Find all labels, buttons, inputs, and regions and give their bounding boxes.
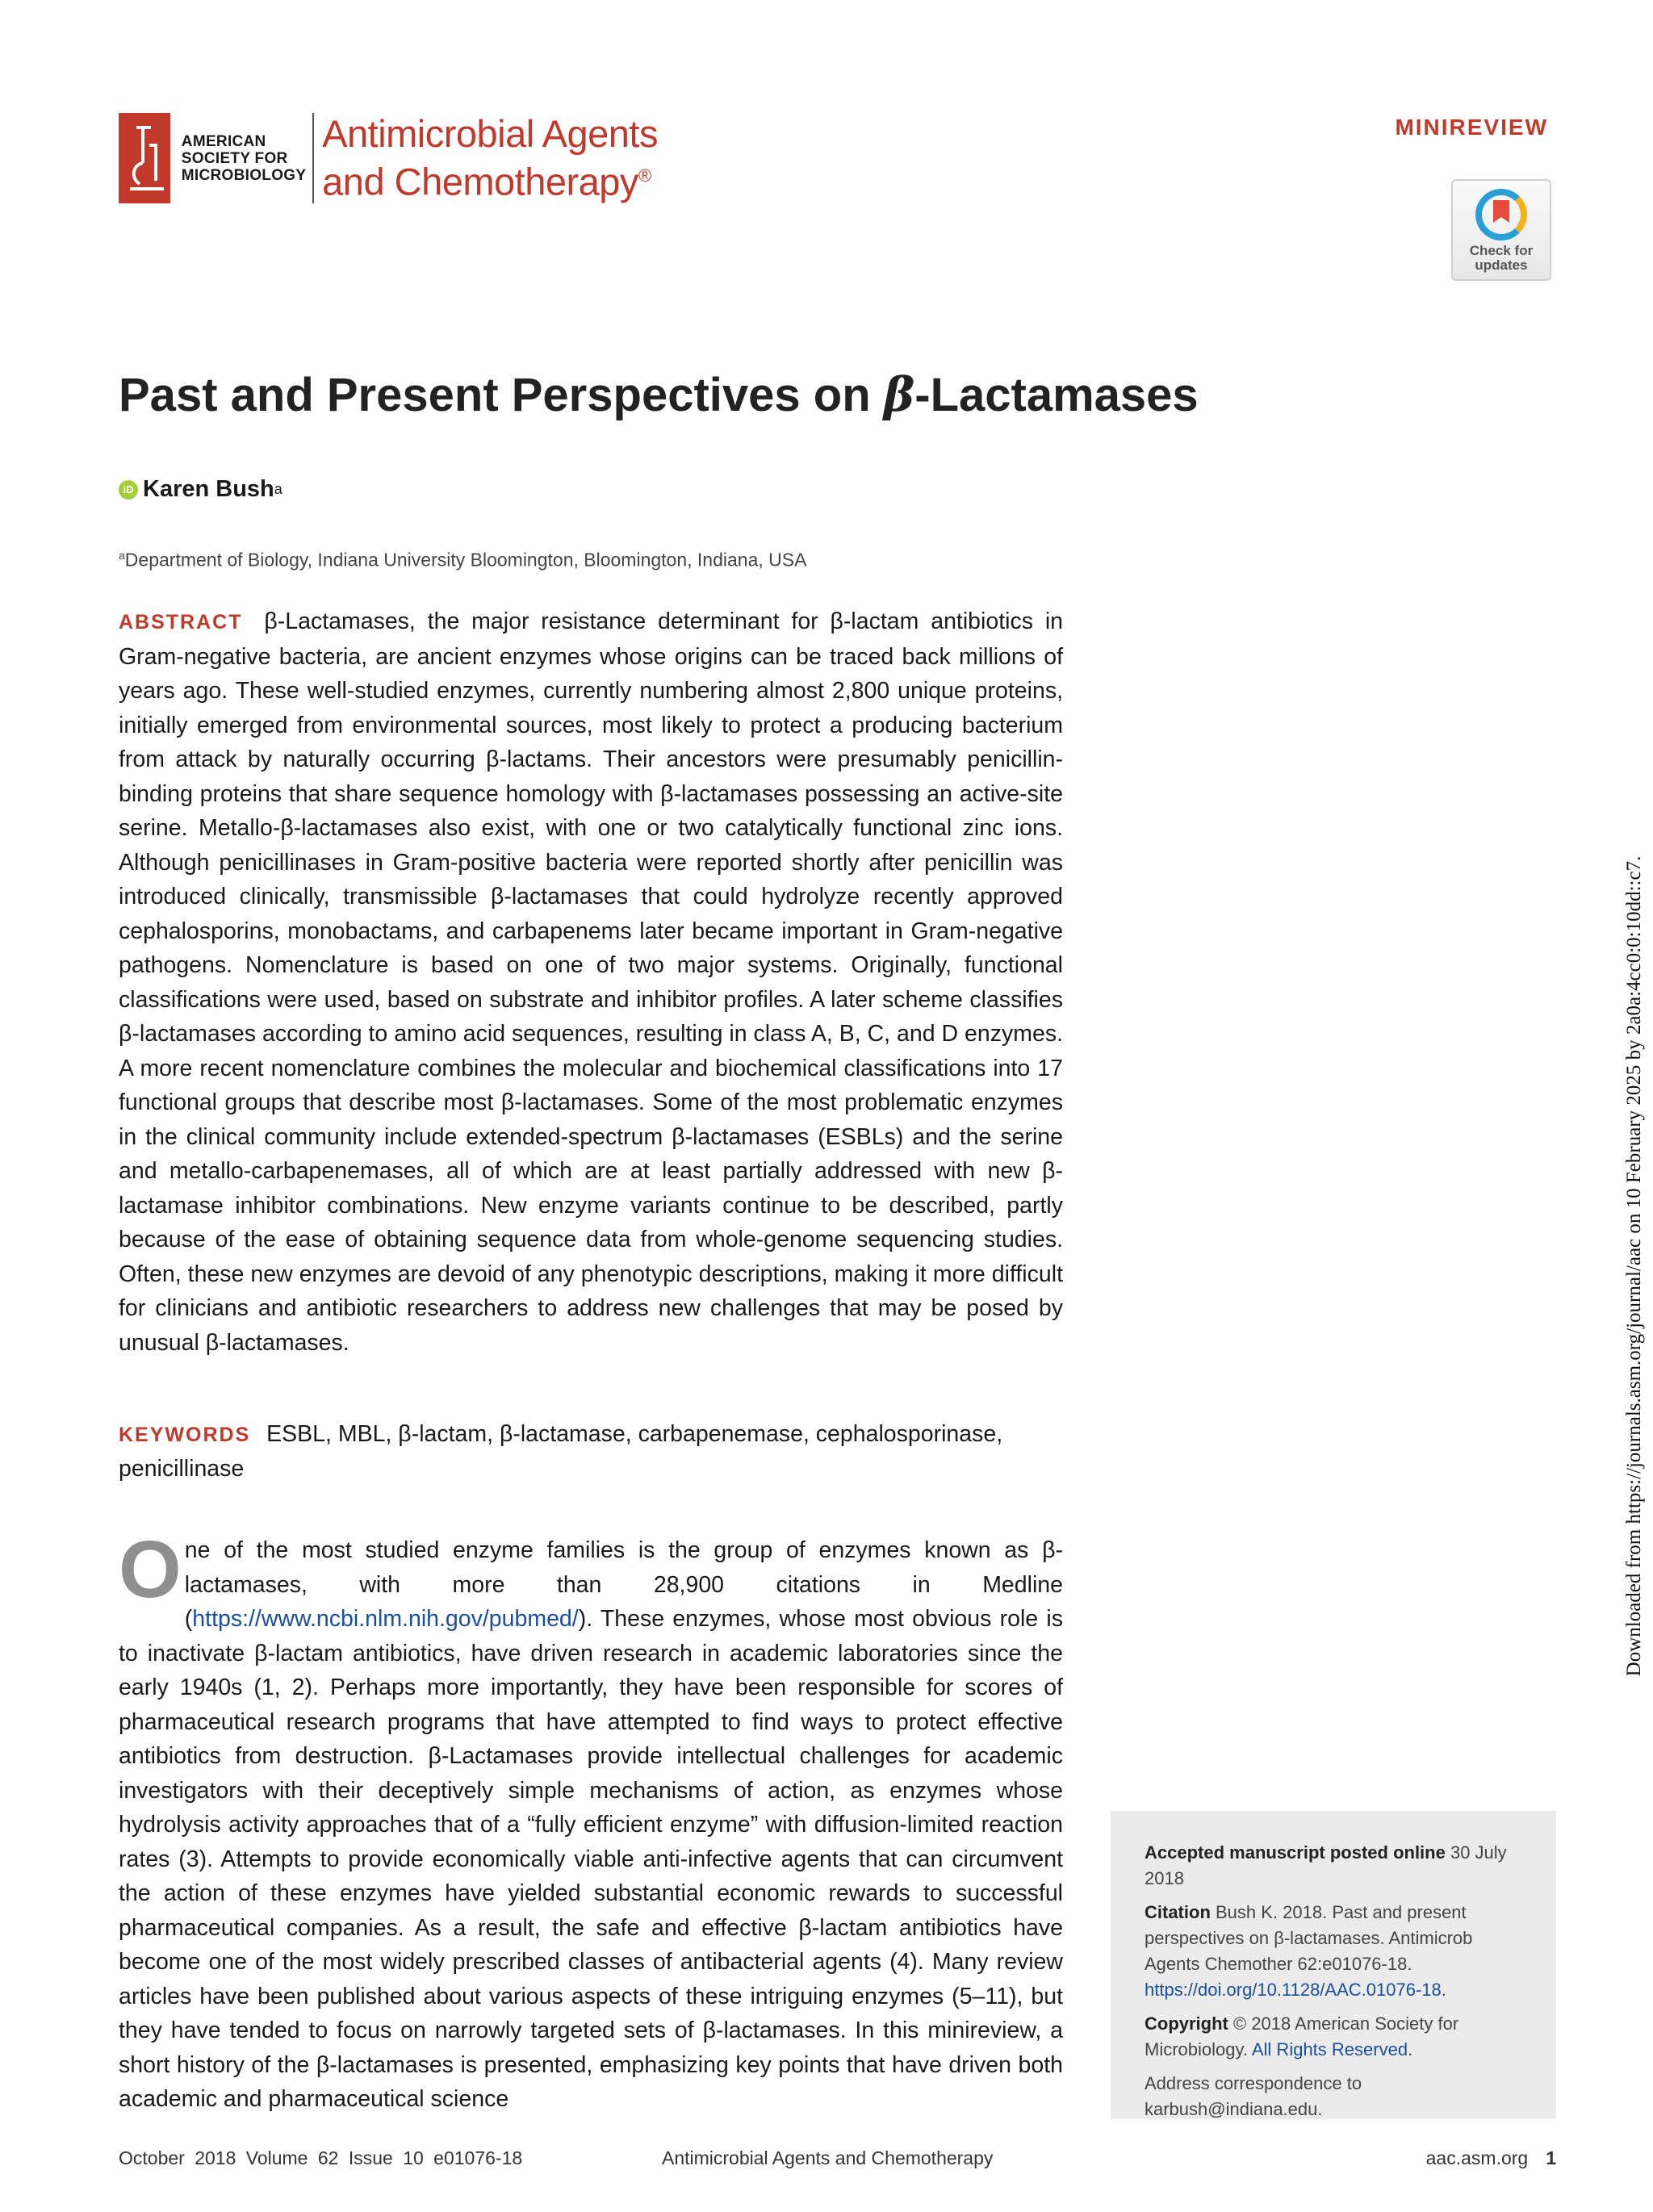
rights-link[interactable]: All Rights Reserved [1251,2039,1408,2059]
footer-site [1426,2147,1556,2169]
body-text: O ne of the most studied enzyme families is the group of enzymes known as β-lactamases, with more than 28,900 citations in Medline (https://www.ncbi.nlm.nih.gov/pubmed/). These enzymes, whose most obvious role is to inactivate β-lactam antibiotics, have driven research in academic laboratories since the early 1940s (1, 2). Perhaps more importantly, they have been responsible for scores of pharmaceutical research programs that have attempted to find ways to protect effective antibiotics from destruction. β-Lactamases provide intellectual challenges for academic investigators with their deceptively simple mechanisms of action, as enzymes whose hydrolysis activity approaches that of a “fully efficient enzyme” with diffusion-limited reaction rates (3). Attempts to provide economically viable anti-infective agents that can circumvent the action of these enzymes have yielded substantial economic rewards to successful pharmaceutical companies. As a result, the safe and effective β-lactam antibiotics have become one of the most widely prescribed classes of antibacterial agents (4). Many review articles have been published about various aspects of these intriguing enzymes (5–11), but they have tended to focus on narrowly targeted sets of β-lactamases. In this minireview, a short history of the β-lactamases is presented, emphasizing key points that have driven both academic and pharmaceutical science [119,1524,1063,2112]
keywords-label: KEYWORDS [119,1424,251,1446]
journal-name: Antimicrobial Agents and Chemotherapy® [322,112,658,203]
article-info-box [1111,1811,1556,2119]
pubmed-link[interactable]: https://www.ncbi.nlm.nih.gov/pubmed/ [192,1606,579,1632]
correspondence-info: Address correspondence to karbush@indiana.edu. [1145,2073,1362,2119]
citation-info: Citation Bush K. 2018. Past and present perspectives on β-lactamases. Antimicrob Agents Chemother 62:e01076-18. https://doi.org/10.1128/AAC.01076-18. [1145,1902,1473,2000]
article-type: MINIREVIEW [1395,115,1548,140]
author-line: iD Karen Bush a [119,476,282,503]
crossmark-icon [1475,189,1527,240]
abstract-label: ABSTRACT [119,611,243,633]
accepted-info: Accepted manuscript posted online 30 July 2018 [1145,1842,1507,1888]
logo-divider [312,113,314,203]
page-number: 1 [1546,2147,1556,2168]
footer-site-link[interactable]: aac.asm.org [1425,2147,1529,2168]
keywords [119,1417,1063,1486]
drop-cap: O [119,1524,182,1615]
abstract [119,604,1063,1360]
check-for-updates-button[interactable]: Check for updates [1451,179,1551,281]
asm-emblem-icon [119,113,170,203]
abstract-text: β-Lactamases, the major resistance determinant for β-lactam antibiotics in Gram-negative bacteria, are ancient enzymes whose origins can be traced back millions of years ago. These well-studied enzymes, currently numbering almost 2,800 unique proteins, initially emerged from environmental sources, most likely to protect a producing bacterium from attack by naturally occurring β-lactams. Their ancestors were presumably penicillin-binding proteins that share sequence homology with β-lactamases possessing an active-site serine. Metallo-β-lactamases also exist, with one or two catalytically functional zinc ions. Although penicillinases in Gram-positive bacteria were reported shortly after penicillin was introduced clinically, transmissible β-lactamases that could hydrolyze recently approved cephalosporins, monobactams, and carbapenems later became important in Gram-negative pathogens. Nomenclature is based on one of two major systems. Originally, functional classifications were used, based on substrate and inhibitor profiles. A later scheme classifies β-lactamases according to amino acid sequences, resulting in class A, B, C, and D enzymes. A more recent nomenclature combines the molecular and biochemical classifications into 17 functional groups that describe most β-lactamases. Some of the most problematic enzymes in the clinical community include extended-spectrum β-lactamases (ESBLs) and the serine and metallo-carbapenemases, all of which are at least partially addressed with new β-lactamase inhibitor combinations. New enzyme variants continue to be described, partly because of the ease of obtaining sequence data from whole-genome sequencing studies. Often, these new enzymes are devoid of any phenotypic descriptions, making it more difficult for clinicians and antibiotic researchers to address new challenges that may be posed by unusual β-lactamases. [119,608,1064,1356]
doi-link[interactable]: https://doi.org/10.1128/AAC.01076-18 [1145,1980,1442,2000]
keywords-text: ESBL, MBL, β-lactam, β-lactamase, carbapenemase, cephalosporinase, penicillinase [119,1421,1003,1482]
footer-issue-info: October 2018 Volume 62 Issue 10 e01076-18 [119,2147,523,2168]
society-name: AMERICAN SOCIETY FOR MICROBIOLOGY [181,132,307,184]
copyright-info: Copyright © 2018 American Society for Microbiology. All Rights Reserved. [1145,2013,1459,2059]
author-name: Karen Bush [143,476,274,502]
download-watermark: Downloaded from https://journals.asm.org/journal/aac on 10 February 2025 by 2a0a:4cc0:0:10dd::c7. [1623,855,1645,1677]
orcid-icon[interactable]: iD [119,480,138,500]
journal-logo [119,113,658,203]
affiliation: $^a$Department of Biology, Indiana University Bloomington, Bloomington, Indiana, USA [119,549,807,571]
footer-journal-name: Antimicrobial Agents and Chemotherapy [662,2147,994,2168]
article-title: Past and Present Perspectives on β-Lactamases [119,367,1199,422]
